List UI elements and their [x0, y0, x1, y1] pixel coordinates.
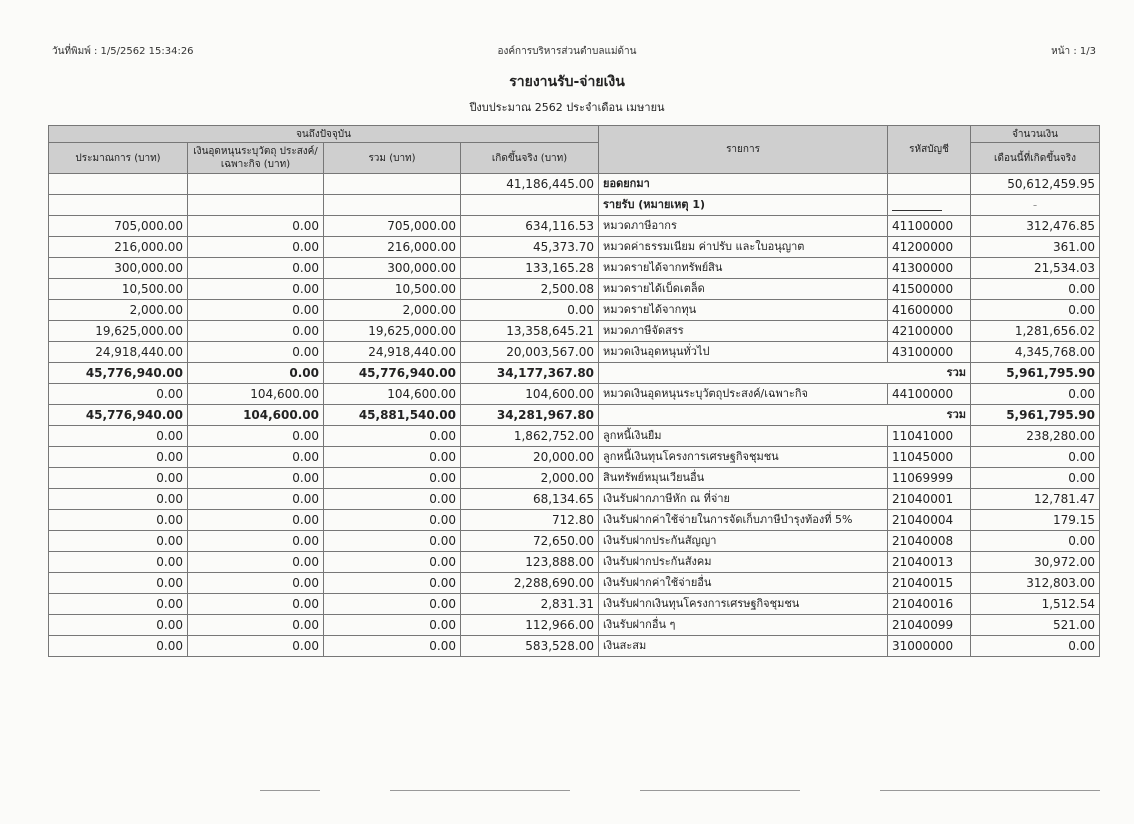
col-this-month: เดือนนี้ที่เกิดขึ้นจริง	[971, 143, 1100, 174]
income-header-row	[49, 195, 1100, 216]
cell-account-code: 21040013	[888, 552, 971, 573]
cell-subsidy: 0.00	[188, 615, 324, 636]
cell-total: 0.00	[324, 531, 461, 552]
cell-this-month: 5,961,795.90	[971, 363, 1100, 384]
cell-this-month: 312,803.00	[971, 573, 1100, 594]
cell-budget: 45,776,940.00	[49, 363, 188, 384]
total-row	[49, 405, 1100, 426]
cell-this-month: 0.00	[971, 531, 1100, 552]
cell-actual: 2,000.00	[461, 468, 599, 489]
report-table	[48, 125, 1100, 657]
header-row-group	[49, 126, 1100, 143]
cell-account-code: 44100000	[888, 384, 971, 405]
cell-empty	[49, 174, 188, 195]
cell-item: เงินรับฝากเงินทุนโครงการเศรษฐกิจชุมชน	[599, 594, 888, 615]
table-row	[49, 426, 1100, 447]
cell-actual: 72,650.00	[461, 531, 599, 552]
cell-total: 0.00	[324, 468, 461, 489]
cell-total: 10,500.00	[324, 279, 461, 300]
cell-account-code: 21040001	[888, 489, 971, 510]
total-row	[49, 363, 1100, 384]
cell-empty	[888, 174, 971, 195]
cell-this-month: 312,476.85	[971, 216, 1100, 237]
cell-subsidy: 0.00	[188, 426, 324, 447]
cell-total: 0.00	[324, 594, 461, 615]
cell-item: หมวดเงินอุดหนุนระบุวัตถุประสงค์/เฉพาะกิจ	[599, 384, 888, 405]
cell-actual: 2,500.08	[461, 279, 599, 300]
table-row	[49, 300, 1100, 321]
cell-budget: 45,776,940.00	[49, 405, 188, 426]
cell-budget: 0.00	[49, 384, 188, 405]
divider	[390, 790, 570, 791]
table-row	[49, 489, 1100, 510]
cell-actual: 45,373.70	[461, 237, 599, 258]
table-row	[49, 258, 1100, 279]
table-row	[49, 216, 1100, 237]
divider	[880, 790, 1100, 791]
cell-actual: 2,831.31	[461, 594, 599, 615]
balance-this-month: 50,612,459.95	[971, 174, 1100, 195]
page-number: หน้า : 1/3	[1051, 46, 1096, 57]
cell-subsidy: 0.00	[188, 531, 324, 552]
cell-actual: 34,177,367.80	[461, 363, 599, 384]
cell-this-month: 21,534.03	[971, 258, 1100, 279]
cell-total: 0.00	[324, 573, 461, 594]
cell-this-month: 4,345,768.00	[971, 342, 1100, 363]
table-row	[49, 279, 1100, 300]
cell-budget: 0.00	[49, 636, 188, 657]
cell-item: หมวดรายได้เบ็ดเตล็ด	[599, 279, 888, 300]
cell-empty	[324, 174, 461, 195]
col-item: รายการ	[599, 126, 888, 174]
cell-item: หมวดภาษีอากร	[599, 216, 888, 237]
cell-total: 705,000.00	[324, 216, 461, 237]
col-budget: ประมาณการ (บาท)	[49, 143, 188, 174]
cell-account-code: 41500000	[888, 279, 971, 300]
cell-actual: 34,281,967.80	[461, 405, 599, 426]
col-subsidy: เงินอุดหนุนระบุวัตถุ ประสงค์/เฉพาะกิจ (บาท)	[188, 143, 324, 174]
cell-budget: 0.00	[49, 426, 188, 447]
cell-this-month: 0.00	[971, 447, 1100, 468]
cell-account-code: 21040015	[888, 573, 971, 594]
cell-subsidy: 104,600.00	[188, 405, 324, 426]
cell-subsidy: 0.00	[188, 636, 324, 657]
col-total: รวม (บาท)	[324, 143, 461, 174]
cell-account-code: 43100000	[888, 342, 971, 363]
cell-subsidy: 104,600.00	[188, 384, 324, 405]
cell-item: ลูกหนี้เงินทุนโครงการเศรษฐกิจชุมชน	[599, 447, 888, 468]
cell-subsidy: 0.00	[188, 237, 324, 258]
table-row	[49, 531, 1100, 552]
cell-item: เงินสะสม	[599, 636, 888, 657]
table-row	[49, 615, 1100, 636]
table-row	[49, 321, 1100, 342]
cell-account-code: 41100000	[888, 216, 971, 237]
cell-item: เงินรับฝากค่าใช้จ่ายในการจัดเก็บภาษีบำรุงท้องที่ 5%	[599, 510, 888, 531]
cell-this-month: 361.00	[971, 237, 1100, 258]
table-row	[49, 552, 1100, 573]
cell-actual: 68,134.65	[461, 489, 599, 510]
cell-item: เงินรับฝากอื่น ๆ	[599, 615, 888, 636]
cell-empty	[461, 195, 599, 216]
cell-subsidy: 0.00	[188, 510, 324, 531]
cell-total: 19,625,000.00	[324, 321, 461, 342]
cell-empty	[188, 174, 324, 195]
cell-actual: 2,288,690.00	[461, 573, 599, 594]
cell-item: สินทรัพย์หมุนเวียนอื่น	[599, 468, 888, 489]
cell-item: เงินรับฝากค่าใช้จ่ายอื่น	[599, 573, 888, 594]
cell-subsidy: 0.00	[188, 342, 324, 363]
cell-item: หมวดเงินอุดหนุนทั่วไป	[599, 342, 888, 363]
cell-subsidy: 0.00	[188, 363, 324, 384]
cell-actual: 1,862,752.00	[461, 426, 599, 447]
cell-item: หมวดรายได้จากทุน	[599, 300, 888, 321]
cell-subsidy: 0.00	[188, 468, 324, 489]
cell-subsidy: 0.00	[188, 552, 324, 573]
cell-this-month: 0.00	[971, 636, 1100, 657]
col-amount-group: จำนวนเงิน	[971, 126, 1100, 143]
cell-total: 45,776,940.00	[324, 363, 461, 384]
cell-actual: 583,528.00	[461, 636, 599, 657]
cell-this-month: 0.00	[971, 468, 1100, 489]
cell-account-code: 31000000	[888, 636, 971, 657]
cell-empty	[49, 195, 188, 216]
cell-account-code: 42100000	[888, 321, 971, 342]
cell-subsidy: 0.00	[188, 258, 324, 279]
cell-this-month: 1,281,656.02	[971, 321, 1100, 342]
cell-this-month: 0.00	[971, 300, 1100, 321]
total-label: รวม	[599, 405, 971, 426]
cell-empty	[188, 195, 324, 216]
cell-total: 300,000.00	[324, 258, 461, 279]
cell-empty	[324, 195, 461, 216]
cell-item: หมวดค่าธรรมเนียม ค่าปรับ และใบอนุญาต	[599, 237, 888, 258]
blank-line	[892, 200, 942, 211]
income-header-this-month: -	[971, 195, 1100, 216]
col-actual: เกิดขึ้นจริง (บาท)	[461, 143, 599, 174]
org-name: องค์การบริหารส่วนตำบลแม่ด้าน	[497, 46, 637, 57]
income-header-item: รายรับ (หมายเหตุ 1)	[599, 195, 888, 216]
cell-actual: 634,116.53	[461, 216, 599, 237]
total-label: รวม	[599, 363, 971, 384]
cell-budget: 10,500.00	[49, 279, 188, 300]
cell-budget: 0.00	[49, 552, 188, 573]
cell-total: 45,881,540.00	[324, 405, 461, 426]
print-date: วันที่พิมพ์ : 1/5/2562 15:34:26	[52, 46, 194, 57]
cell-subsidy: 0.00	[188, 321, 324, 342]
cell-total: 104,600.00	[324, 384, 461, 405]
cell-subsidy: 0.00	[188, 573, 324, 594]
cell-budget: 0.00	[49, 468, 188, 489]
table-row	[49, 342, 1100, 363]
table-row	[49, 510, 1100, 531]
cell-account-code: 21040004	[888, 510, 971, 531]
cell-this-month: 521.00	[971, 615, 1100, 636]
cell-budget: 19,625,000.00	[49, 321, 188, 342]
cell-this-month: 179.15	[971, 510, 1100, 531]
balance-row	[49, 174, 1100, 195]
cell-subsidy: 0.00	[188, 279, 324, 300]
table-row	[49, 384, 1100, 405]
cell-budget: 0.00	[49, 489, 188, 510]
table-row	[49, 573, 1100, 594]
table-row	[49, 636, 1100, 657]
cell-total: 0.00	[324, 636, 461, 657]
cell-this-month: 0.00	[971, 384, 1100, 405]
cell-total: 216,000.00	[324, 237, 461, 258]
cell-actual: 712.80	[461, 510, 599, 531]
cell-account-code: 21040016	[888, 594, 971, 615]
cell-this-month: 238,280.00	[971, 426, 1100, 447]
cell-account-code: 21040008	[888, 531, 971, 552]
cell-subsidy: 0.00	[188, 489, 324, 510]
cell-budget: 0.00	[49, 594, 188, 615]
cell-this-month: 30,972.00	[971, 552, 1100, 573]
cell-item: เงินรับฝากประกันสังคม	[599, 552, 888, 573]
report-title: รายงานรับ-จ่ายเงิน	[509, 74, 625, 90]
cell-actual: 104,600.00	[461, 384, 599, 405]
cell-total: 0.00	[324, 510, 461, 531]
table-row	[49, 447, 1100, 468]
cell-actual: 20,003,567.00	[461, 342, 599, 363]
cell-budget: 705,000.00	[49, 216, 188, 237]
cell-actual: 0.00	[461, 300, 599, 321]
cell-underline	[888, 195, 971, 216]
cell-budget: 300,000.00	[49, 258, 188, 279]
cell-this-month: 1,512.54	[971, 594, 1100, 615]
cell-account-code: 21040099	[888, 615, 971, 636]
cell-budget: 216,000.00	[49, 237, 188, 258]
cell-actual: 112,966.00	[461, 615, 599, 636]
cell-budget: 0.00	[49, 531, 188, 552]
divider	[260, 790, 320, 791]
table-row	[49, 468, 1100, 489]
cell-actual: 133,165.28	[461, 258, 599, 279]
cell-account-code: 11069999	[888, 468, 971, 489]
cell-budget: 2,000.00	[49, 300, 188, 321]
balance-item: ยอดยกมา	[599, 174, 888, 195]
cell-account-code: 11041000	[888, 426, 971, 447]
cell-subsidy: 0.00	[188, 216, 324, 237]
table-row	[49, 237, 1100, 258]
cell-actual: 13,358,645.21	[461, 321, 599, 342]
cell-item: เงินรับฝากประกันสัญญา	[599, 531, 888, 552]
table-row	[49, 594, 1100, 615]
cell-account-code: 41600000	[888, 300, 971, 321]
cell-item: หมวดภาษีจัดสรร	[599, 321, 888, 342]
cell-item: หมวดรายได้จากทรัพย์สิน	[599, 258, 888, 279]
cell-total: 0.00	[324, 447, 461, 468]
cell-budget: 24,918,440.00	[49, 342, 188, 363]
report-subtitle: ปีงบประมาณ 2562 ประจำเดือน เมษายน	[469, 101, 665, 114]
cell-total: 0.00	[324, 489, 461, 510]
cell-actual: 20,000.00	[461, 447, 599, 468]
cell-total: 0.00	[324, 426, 461, 447]
cell-total: 2,000.00	[324, 300, 461, 321]
cell-actual: 123,888.00	[461, 552, 599, 573]
cell-subsidy: 0.00	[188, 300, 324, 321]
divider	[640, 790, 800, 791]
cell-item: ลูกหนี้เงินยืม	[599, 426, 888, 447]
cell-total: 0.00	[324, 552, 461, 573]
balance-actual: 41,186,445.00	[461, 174, 599, 195]
cell-budget: 0.00	[49, 510, 188, 531]
cell-total: 24,918,440.00	[324, 342, 461, 363]
cell-account-code: 41200000	[888, 237, 971, 258]
cell-subsidy: 0.00	[188, 594, 324, 615]
cell-subsidy: 0.00	[188, 447, 324, 468]
cell-account-code: 41300000	[888, 258, 971, 279]
col-account-code: รหัสบัญชี	[888, 126, 971, 174]
col-group-todate: จนถึงปัจจุบัน	[49, 126, 599, 143]
cell-this-month: 5,961,795.90	[971, 405, 1100, 426]
cell-this-month: 0.00	[971, 279, 1100, 300]
cell-item: เงินรับฝากภาษีหัก ณ ที่จ่าย	[599, 489, 888, 510]
cell-account-code: 11045000	[888, 447, 971, 468]
cell-budget: 0.00	[49, 573, 188, 594]
cell-total: 0.00	[324, 615, 461, 636]
cell-budget: 0.00	[49, 615, 188, 636]
cell-budget: 0.00	[49, 447, 188, 468]
cell-this-month: 12,781.47	[971, 489, 1100, 510]
